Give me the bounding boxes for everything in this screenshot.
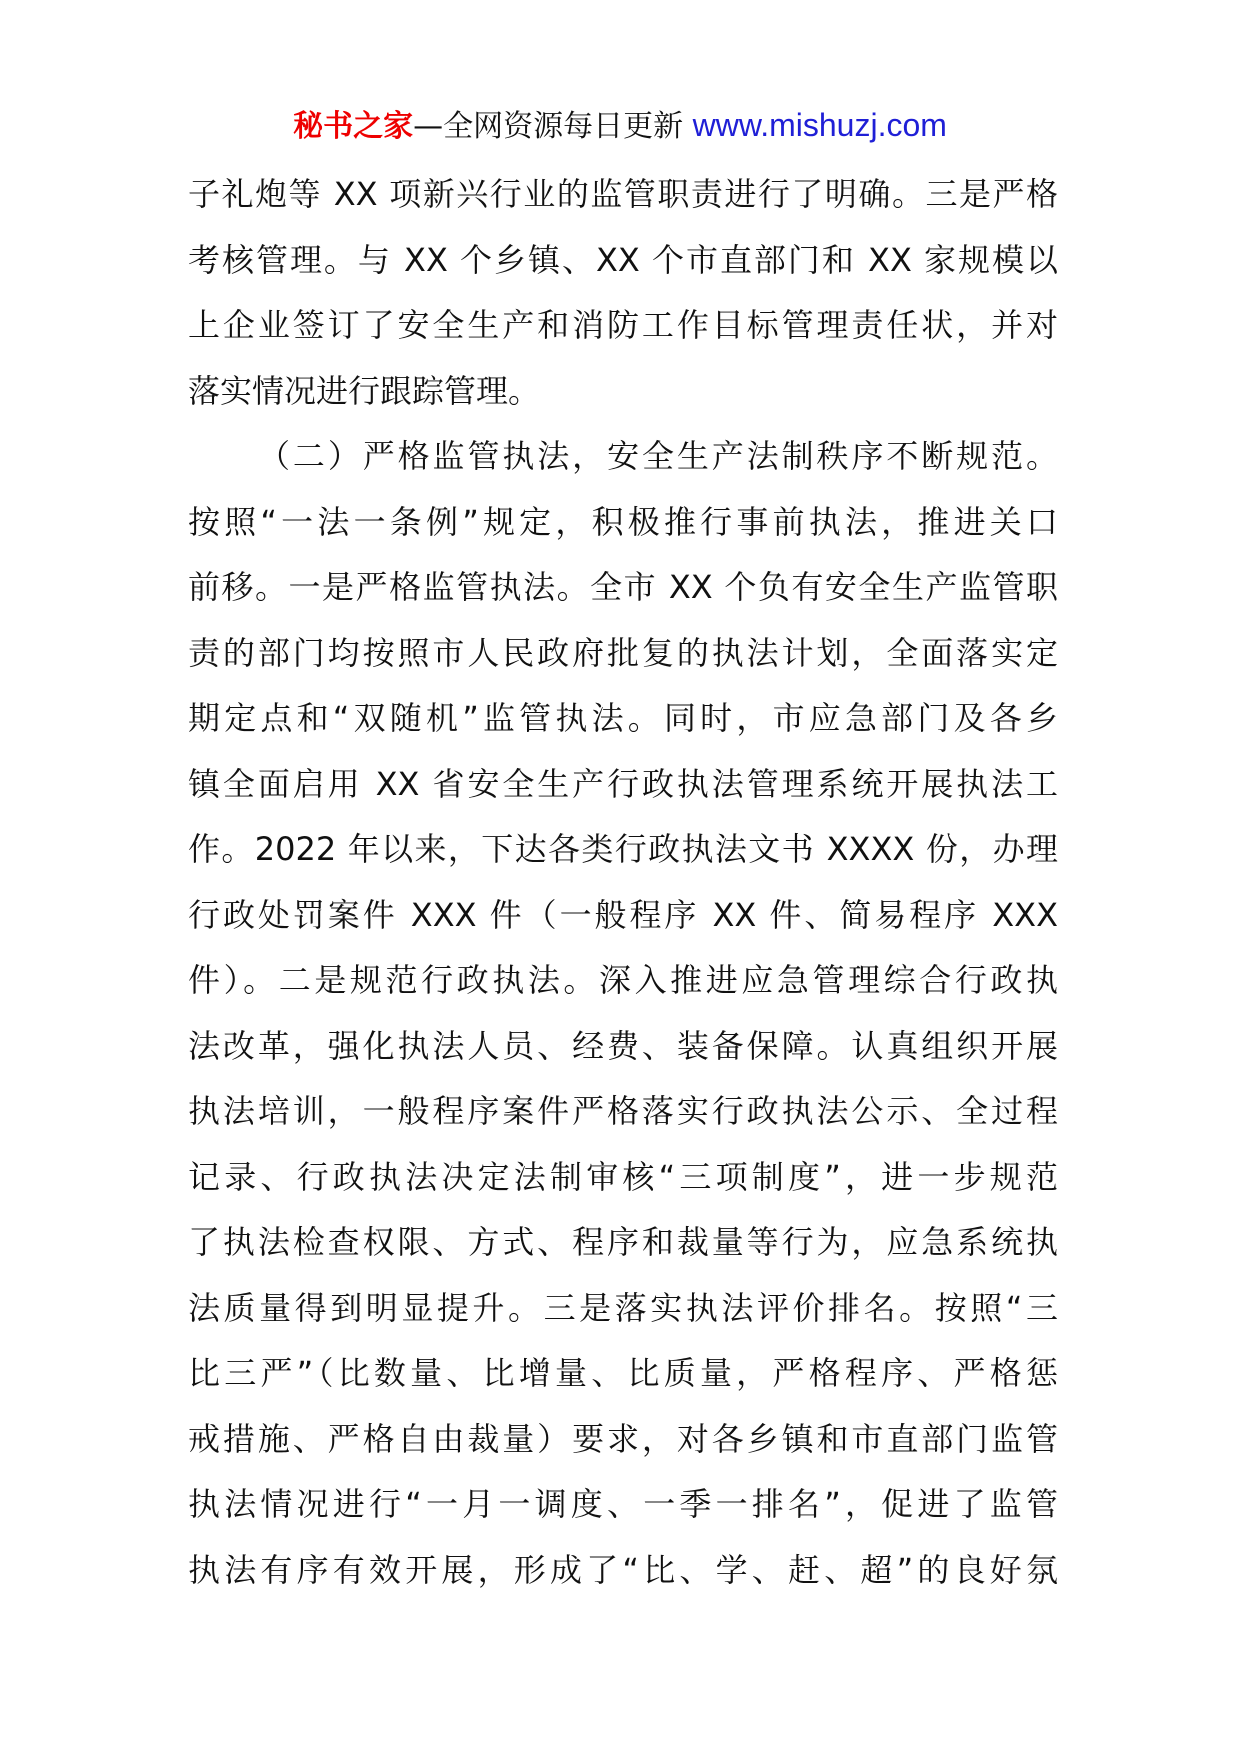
text-line: 作。2022 年以来，下达各类行政执法文书 XXXX 份，办理 [188, 830, 1058, 868]
document-body [188, 162, 1058, 1603]
text-line: 子礼炮等 XX 项新兴行业的监管职责进行了明确。三是严格 [188, 175, 1058, 213]
text-line: 责的部门均按照市人民政府批复的执法计划，全面落实定 [188, 633, 1058, 672]
text-line: 上企业签订了安全生产和消防工作目标管理责任状，并对 [188, 306, 1058, 344]
text-line: 了执法检查权限、方式、程序和裁量等行为，应急系统执 [188, 1223, 1058, 1261]
site-url-link[interactable]: www.mishuzj.com [692, 107, 947, 143]
text-line: 期定点和“双随机”监管执法。同时，市应急部门及各乡 [188, 699, 1058, 737]
text-line: 行政处罚案件 XXX 件（一般程序 XX 件、简易程序 XXX [188, 895, 1058, 934]
text-line: 前移。一是严格监管执法。全市 XX 个负有安全生产监管职 [188, 568, 1058, 606]
section-heading: （二）严格监管执法，安全生产法制秩序不断规范。 [258, 437, 1058, 475]
text-line: 执法培训，一般程序案件严格落实行政执法公示、全过程 [188, 1092, 1058, 1130]
text-line: 镇全面启用 XX 省安全生产行政执法管理系统开展执法工 [188, 764, 1058, 803]
text-line: 比三严”（比数量、比增量、比质量，严格程序、严格惩 [188, 1354, 1058, 1392]
brand-name: 秘书之家 [293, 109, 414, 144]
site-header [0, 100, 1240, 152]
text-line: 落实情况进行跟踪管理。 [188, 371, 541, 410]
header-tagline: —全网资源每日更新 [413, 109, 684, 144]
text-line: 件）。二是规范行政执法。深入推进应急管理综合行政执 [188, 961, 1058, 999]
text-line: 法质量得到明显提升。三是落实执法评价排名。按照“三 [188, 1288, 1058, 1327]
text-line: 记录、行政执法决定法制审核“三项制度”，进一步规范 [188, 1157, 1058, 1196]
text-line: 戒措施、严格自由裁量）要求，对各乡镇和市直部门监管 [188, 1419, 1058, 1458]
text-line: 执法有序有效开展，形成了“比、学、赶、超”的良好氛 [188, 1550, 1058, 1589]
text-line: 法改革，强化执法人员、经费、装备保障。认真组织开展 [188, 1026, 1058, 1065]
text-line: 按照“一法一条例”规定，积极推行事前执法，推进关口 [188, 502, 1058, 541]
text-line: 考核管理。与 XX 个乡镇、XX 个市直部门和 XX 家规模以 [188, 240, 1058, 279]
text-line: 执法情况进行“一月一调度、一季一排名”，促进了监管 [188, 1485, 1058, 1523]
